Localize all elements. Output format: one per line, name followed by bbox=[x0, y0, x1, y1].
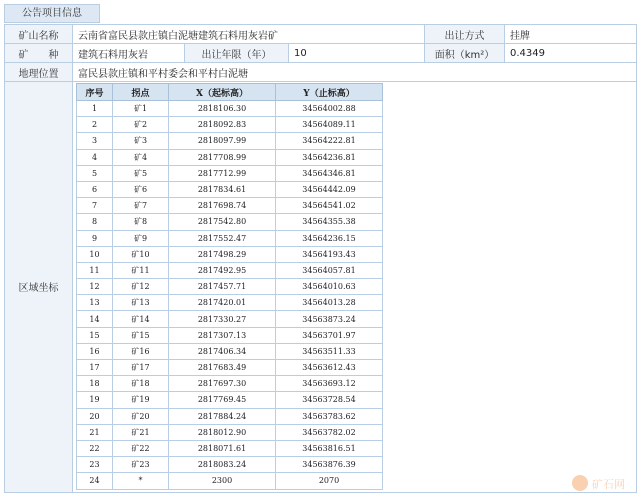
table-row bbox=[77, 214, 383, 230]
row-point: 矿1 bbox=[113, 101, 169, 117]
row-index: 19 bbox=[77, 392, 113, 408]
row-point: 矿14 bbox=[113, 311, 169, 327]
watermark-logo bbox=[572, 473, 634, 493]
table-row bbox=[77, 440, 383, 456]
row-y: 34564222.81 bbox=[276, 133, 383, 149]
row-x: 2817307.13 bbox=[169, 327, 276, 343]
row-x: 2817708.99 bbox=[169, 149, 276, 165]
row-index: 11 bbox=[77, 262, 113, 278]
row-y: 34563782.02 bbox=[276, 424, 383, 440]
row-x: 2817552.47 bbox=[169, 230, 276, 246]
table-row bbox=[77, 117, 383, 133]
table-row bbox=[77, 149, 383, 165]
row-index: 6 bbox=[77, 181, 113, 197]
row-index: 24 bbox=[77, 473, 113, 489]
row-point: 矿21 bbox=[113, 424, 169, 440]
mineral-label: 矿 种 bbox=[5, 44, 73, 63]
row-x: 2817697.30 bbox=[169, 376, 276, 392]
row-index: 21 bbox=[77, 424, 113, 440]
row-x: 2818083.24 bbox=[169, 457, 276, 473]
watermark-icon bbox=[572, 475, 588, 491]
row-x: 2818012.90 bbox=[169, 424, 276, 440]
row-x: 2817834.61 bbox=[169, 181, 276, 197]
watermark-text: 矿石网 bbox=[592, 478, 625, 491]
row-y: 34563728.54 bbox=[276, 392, 383, 408]
row-index: 2 bbox=[77, 117, 113, 133]
row-x: 2817420.01 bbox=[169, 295, 276, 311]
row-index: 16 bbox=[77, 343, 113, 359]
row-index: 14 bbox=[77, 311, 113, 327]
row-x: 2817542.80 bbox=[169, 214, 276, 230]
row-x: 2817498.29 bbox=[169, 246, 276, 262]
row-index: 13 bbox=[77, 295, 113, 311]
table-row bbox=[77, 392, 383, 408]
coordinate-table-header bbox=[77, 84, 383, 101]
row-index: 8 bbox=[77, 214, 113, 230]
table-row bbox=[77, 343, 383, 359]
table-row bbox=[77, 198, 383, 214]
mineral-value: 建筑石料用灰岩 bbox=[73, 44, 185, 63]
row-point: 矿13 bbox=[113, 295, 169, 311]
row-y: 34564010.63 bbox=[276, 279, 383, 295]
row-y: 34564355.38 bbox=[276, 214, 383, 230]
row-x: 2817330.27 bbox=[169, 311, 276, 327]
table-row bbox=[77, 408, 383, 424]
row-y: 34564193.43 bbox=[276, 246, 383, 262]
table-row bbox=[77, 262, 383, 278]
project-info-table bbox=[4, 24, 637, 493]
table-row bbox=[77, 133, 383, 149]
table-row bbox=[77, 181, 383, 197]
row-y: 34563511.33 bbox=[276, 343, 383, 359]
row-y: 34564057.81 bbox=[276, 262, 383, 278]
row-y: 34563816.51 bbox=[276, 440, 383, 456]
header-point: 拐点 bbox=[113, 84, 169, 101]
row-index: 7 bbox=[77, 198, 113, 214]
header-index: 序号 bbox=[77, 84, 113, 101]
location-value: 富民县款庄镇和平村委会和平村白泥塘 bbox=[73, 63, 637, 82]
row-x: 2818071.61 bbox=[169, 440, 276, 456]
table-row bbox=[77, 311, 383, 327]
zone-coordinates-cell bbox=[73, 82, 637, 493]
row-point: 矿17 bbox=[113, 360, 169, 376]
row-point: 矿15 bbox=[113, 327, 169, 343]
row-y: 34564346.81 bbox=[276, 165, 383, 181]
table-row bbox=[77, 165, 383, 181]
row-y: 34564089.11 bbox=[276, 117, 383, 133]
row-y: 34563873.24 bbox=[276, 311, 383, 327]
row-point: 矿16 bbox=[113, 343, 169, 359]
row-index: 23 bbox=[77, 457, 113, 473]
table-row bbox=[77, 457, 383, 473]
row-y: 34564002.88 bbox=[276, 101, 383, 117]
row-point: * bbox=[113, 473, 169, 489]
table-row bbox=[77, 279, 383, 295]
row-index: 22 bbox=[77, 440, 113, 456]
area-label: 面积（km²） bbox=[425, 44, 505, 63]
term-value: 10 bbox=[289, 44, 425, 63]
row-point: 矿6 bbox=[113, 181, 169, 197]
row-point: 矿22 bbox=[113, 440, 169, 456]
row-point: 矿9 bbox=[113, 230, 169, 246]
row-index: 3 bbox=[77, 133, 113, 149]
row-x: 2817698.74 bbox=[169, 198, 276, 214]
row-point: 矿19 bbox=[113, 392, 169, 408]
row-x: 2817406.34 bbox=[169, 343, 276, 359]
row-y: 2070 bbox=[276, 473, 383, 489]
table-row bbox=[77, 376, 383, 392]
row-index: 17 bbox=[77, 360, 113, 376]
table-row bbox=[77, 424, 383, 440]
row-y: 34564442.09 bbox=[276, 181, 383, 197]
row-index: 15 bbox=[77, 327, 113, 343]
row-y: 34564236.15 bbox=[276, 230, 383, 246]
row-y: 34563876.39 bbox=[276, 457, 383, 473]
row-y: 34563693.12 bbox=[276, 376, 383, 392]
row-index: 10 bbox=[77, 246, 113, 262]
transfer-method-value: 挂牌 bbox=[505, 25, 637, 44]
table-row bbox=[77, 327, 383, 343]
zone-coordinates-label: 区域坐标 bbox=[5, 82, 73, 493]
row-x: 2817884.24 bbox=[169, 408, 276, 424]
coordinate-table bbox=[76, 83, 383, 490]
row-x: 2817492.95 bbox=[169, 262, 276, 278]
table-row bbox=[77, 360, 383, 376]
table-row bbox=[77, 295, 383, 311]
row-point: 矿11 bbox=[113, 262, 169, 278]
row-x: 2818092.83 bbox=[169, 117, 276, 133]
row-y: 34564013.28 bbox=[276, 295, 383, 311]
row-point: 矿7 bbox=[113, 198, 169, 214]
table-row bbox=[77, 246, 383, 262]
row-index: 1 bbox=[77, 101, 113, 117]
row-index: 5 bbox=[77, 165, 113, 181]
row-point: 矿3 bbox=[113, 133, 169, 149]
row-x: 2817769.45 bbox=[169, 392, 276, 408]
location-label: 地理位置 bbox=[5, 63, 73, 82]
row-point: 矿4 bbox=[113, 149, 169, 165]
row-point: 矿23 bbox=[113, 457, 169, 473]
row-x: 2817457.71 bbox=[169, 279, 276, 295]
row-y: 34564236.81 bbox=[276, 149, 383, 165]
transfer-method-label: 出让方式 bbox=[425, 25, 505, 44]
row-x: 2300 bbox=[169, 473, 276, 489]
row-point: 矿8 bbox=[113, 214, 169, 230]
row-point: 矿18 bbox=[113, 376, 169, 392]
mine-name-label: 矿山名称 bbox=[5, 25, 73, 44]
row-y: 34563612.43 bbox=[276, 360, 383, 376]
row-x: 2817712.99 bbox=[169, 165, 276, 181]
row-y: 34564541.02 bbox=[276, 198, 383, 214]
row-y: 34563783.62 bbox=[276, 408, 383, 424]
row-index: 18 bbox=[77, 376, 113, 392]
table-row bbox=[77, 101, 383, 117]
row-index: 4 bbox=[77, 149, 113, 165]
row-index: 9 bbox=[77, 230, 113, 246]
area-value: 0.4349 bbox=[505, 44, 637, 63]
section-tab[interactable]: 公告项目信息 bbox=[4, 4, 100, 23]
row-point: 矿5 bbox=[113, 165, 169, 181]
row-point: 矿20 bbox=[113, 408, 169, 424]
table-row bbox=[77, 473, 383, 489]
table-row bbox=[77, 230, 383, 246]
row-x: 2818097.99 bbox=[169, 133, 276, 149]
row-point: 矿10 bbox=[113, 246, 169, 262]
row-index: 20 bbox=[77, 408, 113, 424]
header-y: Y（止标高） bbox=[276, 84, 383, 101]
row-index: 12 bbox=[77, 279, 113, 295]
term-label: 出让年限（年） bbox=[185, 44, 289, 63]
row-y: 34563701.97 bbox=[276, 327, 383, 343]
coordinate-table-body bbox=[77, 101, 383, 490]
row-point: 矿12 bbox=[113, 279, 169, 295]
header-x: X（起标高） bbox=[169, 84, 276, 101]
row-x: 2818106.30 bbox=[169, 101, 276, 117]
row-point: 矿2 bbox=[113, 117, 169, 133]
row-x: 2817683.49 bbox=[169, 360, 276, 376]
mine-name-value: 云南省富民县款庄镇白泥塘建筑石料用灰岩矿 bbox=[73, 25, 425, 44]
